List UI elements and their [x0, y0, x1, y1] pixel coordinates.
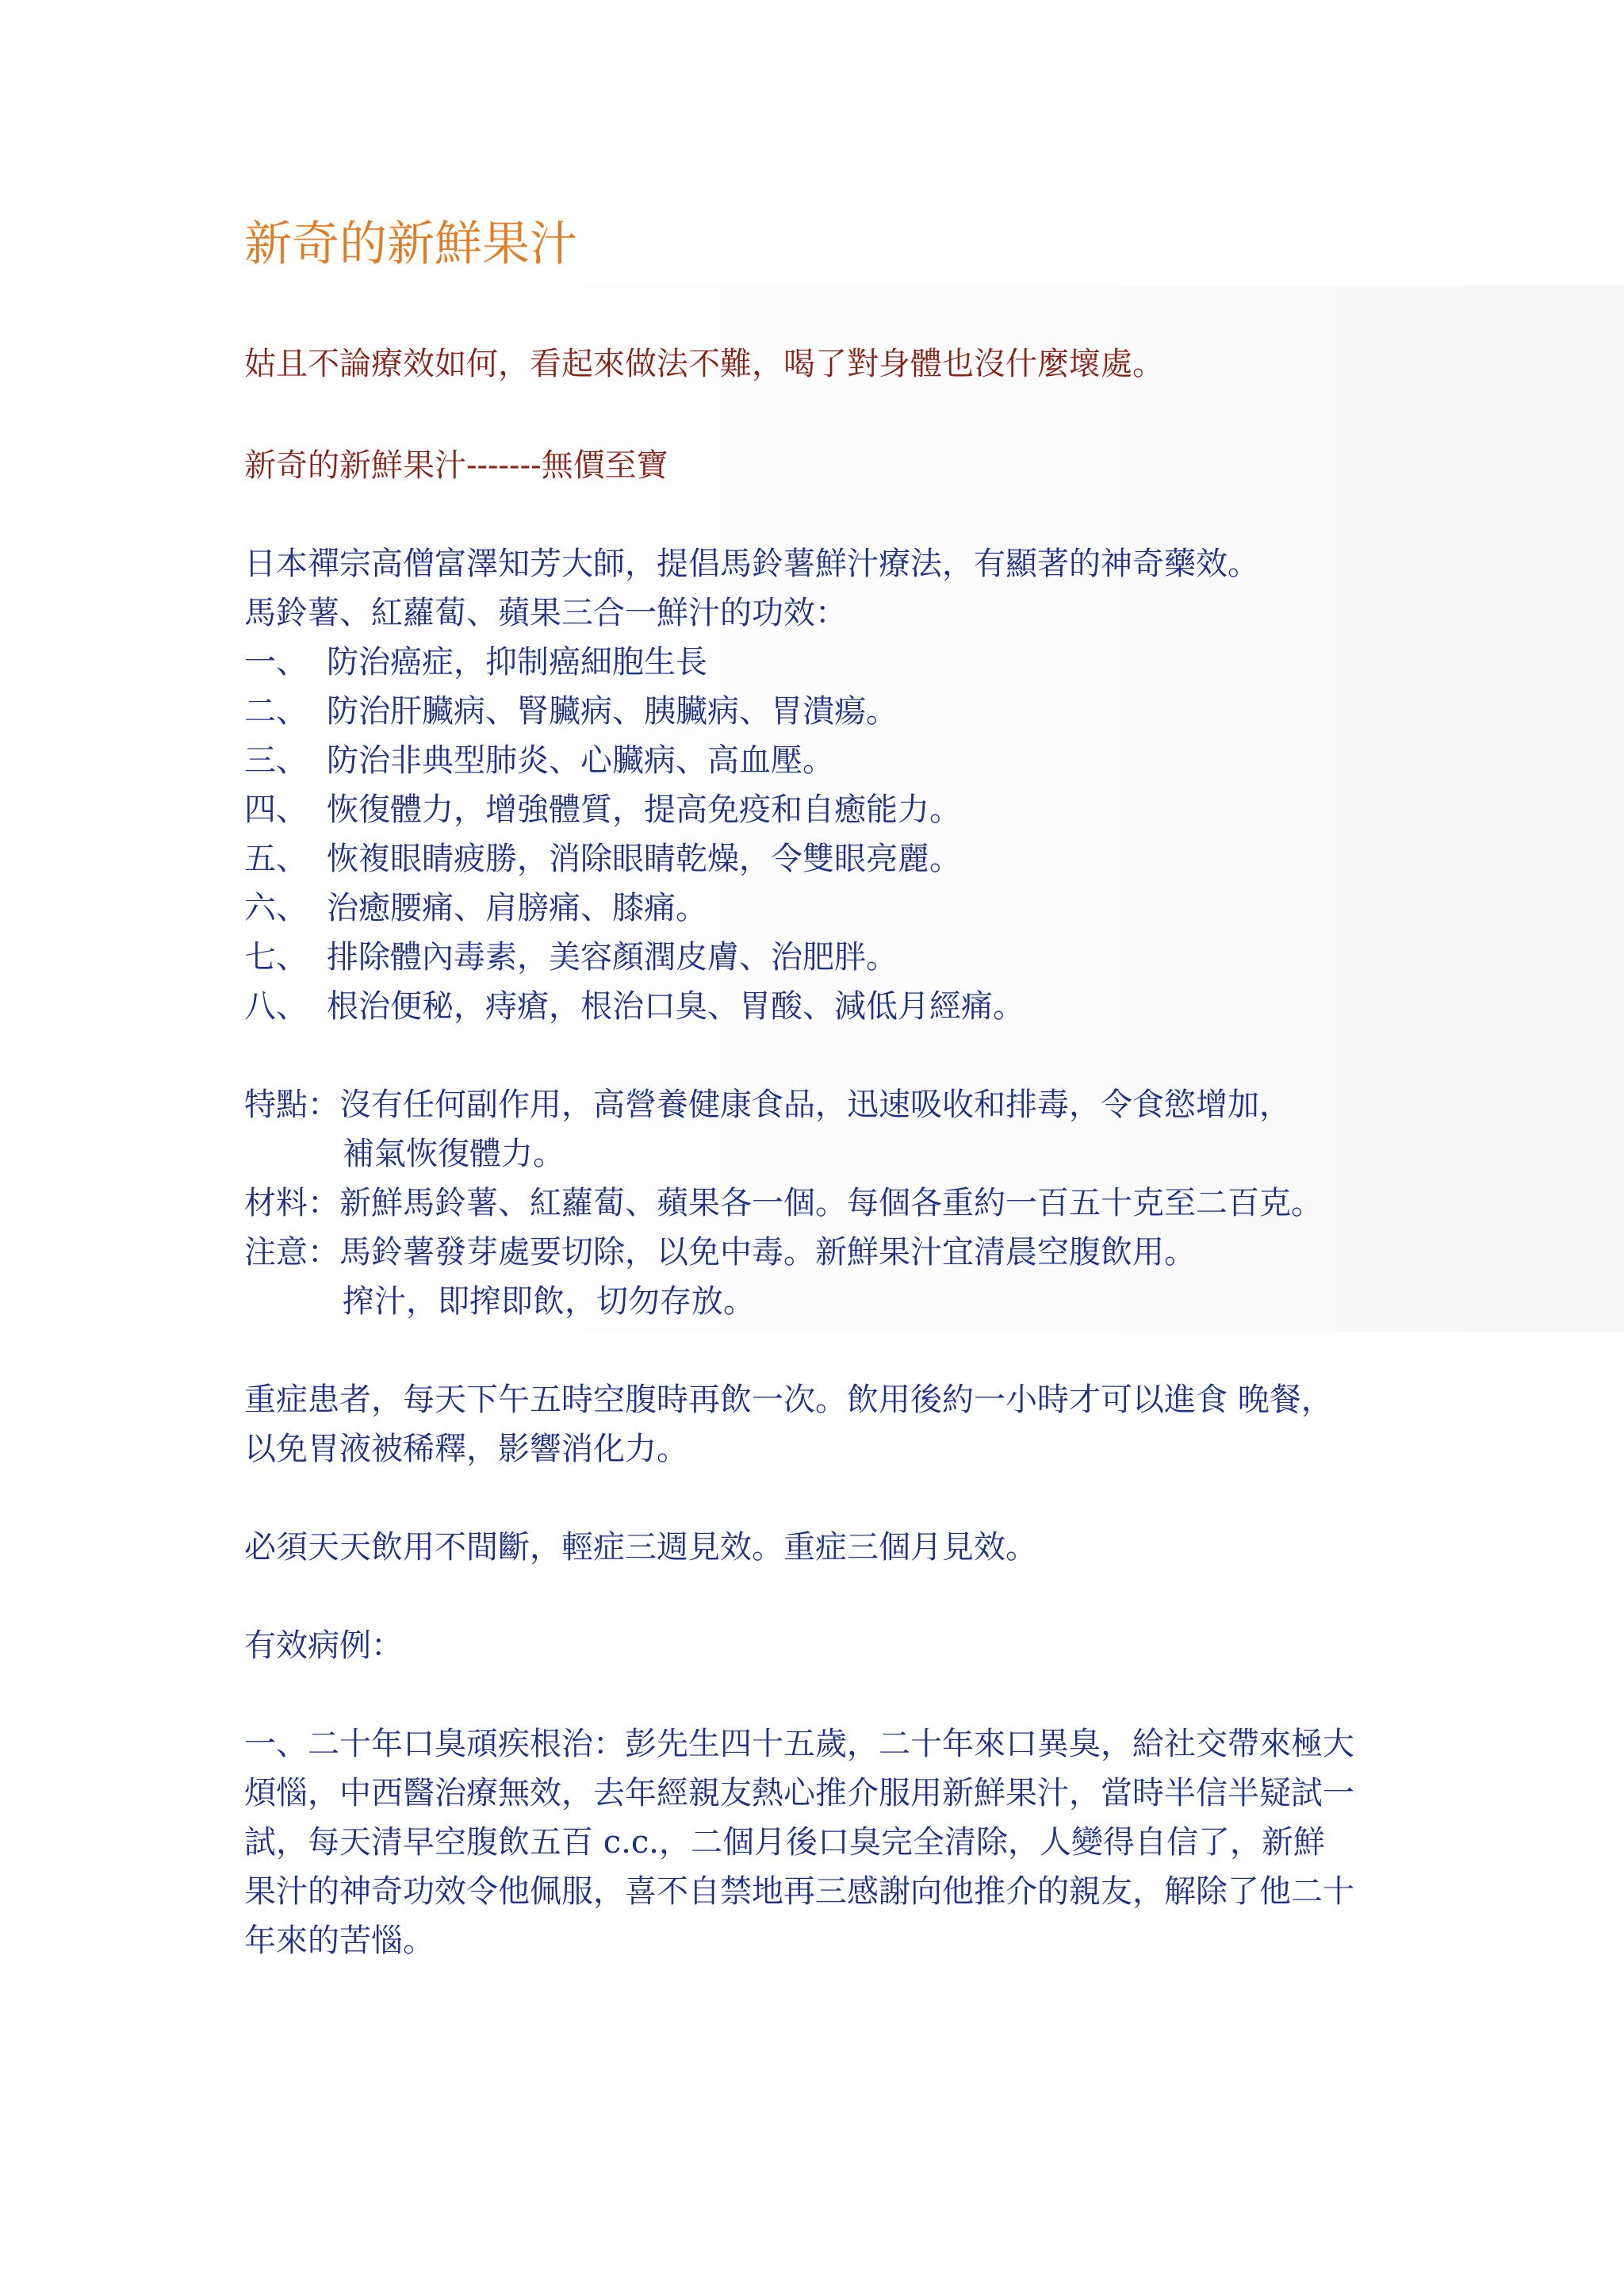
case-paragraph-line: 一、二十年口臭頑疾根治：彭先生四十五歲，二十年來口異臭，給社交帶來極大 [244, 1726, 1354, 1762]
effect-item [244, 933, 898, 982]
effect-item [244, 834, 961, 884]
materials-label: 材料： [244, 1185, 339, 1221]
features-text: 沒有任何副作用，高營養健康食品，迅速吸收和排毒，令食慾增加， [339, 1087, 1291, 1123]
effect-number: 八、 [244, 988, 308, 1025]
effect-item [244, 982, 1025, 1031]
effect-text: 排除體內毒素，美容顏潤皮膚、治肥胖。 [327, 939, 898, 976]
effect-text: 根治便秘，痔瘡，根治口臭、胃酸、減低月經痛。 [327, 988, 1025, 1025]
notes-label: 注意： [244, 1234, 339, 1271]
effect-number: 二、 [244, 693, 308, 730]
case-paragraph-line: 煩惱，中西醫治療無效，去年經親友熱心推介服用新鮮果汁，當時半信半疑試一 [244, 1775, 1354, 1811]
effect-number: 三、 [244, 742, 308, 779]
effect-item [244, 687, 898, 736]
effect-text: 防治癌症，抑制癌細胞生長 [327, 644, 707, 680]
effect-item [244, 884, 707, 933]
cases-heading: 有效病例： [244, 1627, 403, 1664]
effect-text: 防治肝臟病、腎臟病、胰臟病、胃潰瘍。 [327, 693, 898, 730]
materials-line [244, 1179, 1323, 1228]
case-paragraph-line: 試，每天清早空腹飲五百 c.c.，二個月後口臭完全清除，人變得自信了，新鮮 [244, 1824, 1325, 1861]
effect-text: 防治非典型肺炎、心臟病、高血壓。 [327, 742, 834, 779]
effect-item [244, 736, 834, 785]
severe-text-line2: 以免胃液被稀釋，影響消化力。 [244, 1431, 688, 1467]
daily-text: 必須天天飲用不間斷，輕症三週見效。重症三個月見效。 [244, 1529, 1037, 1566]
origin-text: 日本禪宗高僧富澤知芳大師，提倡馬鈴薯鮮汁療法，有顯著的神奇藥效。 [244, 546, 1259, 582]
effect-number: 五、 [244, 841, 308, 877]
materials-text: 新鮮馬鈴薯、紅蘿蔔、蘋果各一個。每個各重約一百五十克至二百克。 [339, 1185, 1323, 1221]
severe-text-line1: 重症患者，每天下午五時空腹時再飲一次。飲用後約一小時才可以進食 晚餐， [244, 1382, 1333, 1418]
effect-item [244, 785, 961, 834]
features-label: 特點： [244, 1087, 339, 1123]
features-line [244, 1080, 1291, 1129]
effect-number: 一、 [244, 644, 308, 680]
effect-number: 七、 [244, 939, 308, 976]
features-continuation: 補氣恢復體力。 [343, 1136, 565, 1172]
effects-heading: 馬鈴薯、紅蘿蔔、蘋果三合一鮮汁的功效： [244, 595, 847, 631]
effect-text: 治癒腰痛、肩膀痛、膝痛。 [327, 890, 707, 926]
subtitle-text: 新奇的新鮮果汁-------無價至寶 [244, 447, 668, 484]
effect-text: 恢復體力，增強體質，提高免疫和自癒能力。 [327, 792, 961, 828]
effect-number: 四、 [244, 792, 308, 828]
effect-number: 六、 [244, 890, 308, 926]
document-title: 新奇的新鮮果汁 [244, 217, 577, 272]
case-paragraph-line: 年來的苦惱。 [244, 1922, 435, 1959]
effect-item [244, 638, 707, 687]
notes-text: 馬鈴薯發芽處要切除，以免中毒。新鮮果汁宜清晨空腹飲用。 [339, 1234, 1196, 1271]
notes-continuation: 搾汁，即搾即飲，切勿存放。 [343, 1283, 755, 1320]
effect-text: 恢複眼睛疲勝，消除眼睛乾燥，令雙眼亮麗。 [327, 841, 961, 877]
intro-text: 姑且不論療效如何，看起來做法不難，喝了對身體也沒什麼壞處。 [244, 346, 1164, 382]
case-paragraph-line: 果汁的神奇功效令他佩服，喜不自禁地再三感謝向他推介的親友，解除了他二十 [244, 1873, 1354, 1910]
notes-line [244, 1228, 1196, 1277]
